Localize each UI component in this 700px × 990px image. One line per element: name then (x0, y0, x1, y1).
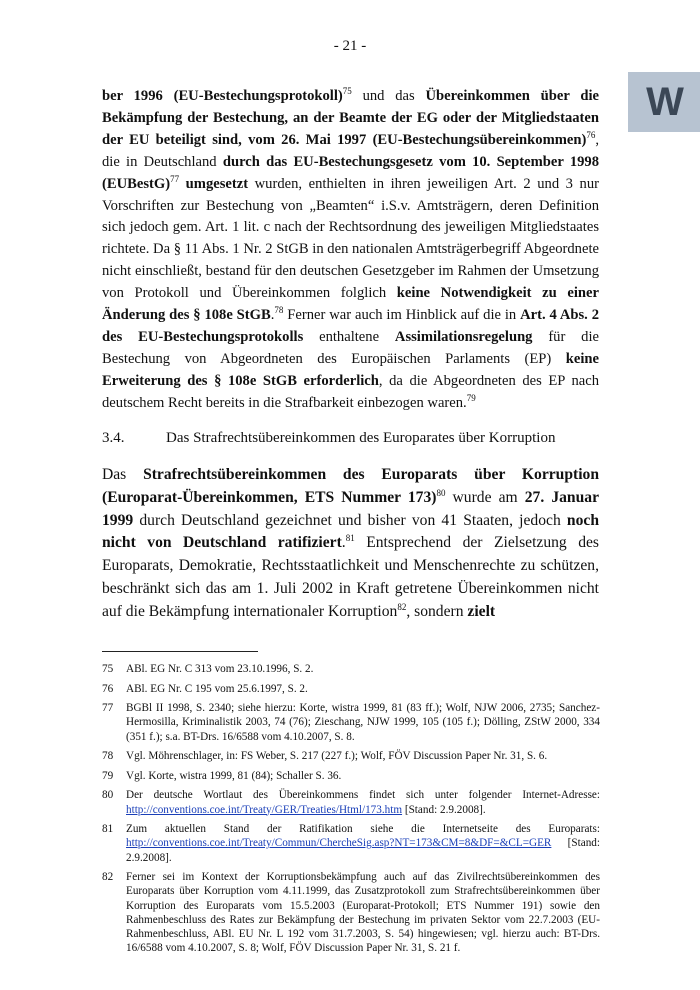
footnotes (102, 662, 600, 961)
text-run: , da die Abgeordneten des EP nach deutschem Recht bereits in die Strafbarkeit einbezogen waren. (102, 372, 600, 411)
bold-text: keine Erweiterung des § 108e StGB erforderlich (102, 350, 599, 389)
footnote-number: 82 (102, 871, 114, 884)
text-run: für die Bestechung von Abgeordneten des Europäischen Parlaments (EP) (102, 328, 599, 367)
footnote-80 (102, 788, 600, 816)
footnote-text (126, 822, 600, 865)
text-run: . (270, 307, 275, 324)
footnote-link[interactable]: http://conventions.coe.int/Treaty/GER/Treaties/Html/173.htm (126, 803, 403, 816)
bold-text: Übereinkommen über die Bekämpfung der Bestechung, an der Beamte der EG oder der Mitgliedstaaten der EU beteiligt sind, vom 26. Mai 1997 (EU-Bestechungsübereinkommen) (102, 88, 599, 148)
text-run: , die in Deutschland (102, 131, 599, 170)
footnote-text (126, 788, 600, 816)
footnote-text (126, 701, 600, 744)
footnote-81 (102, 822, 600, 865)
footnote-ref[interactable]: 76 (586, 129, 596, 140)
text-run: enthaltene (303, 328, 395, 345)
text-run: und das (351, 88, 426, 104)
footnote-77 (102, 701, 600, 744)
text-run: Ferner sei im Kontext der Korruptionsbekämpfung auch auf das Zivilrechtsübereinkommen des Europarats über Korruption vom 4.11.1999, das Zusatzprotokoll zum Strafrechtsübereinkommen über Korruption des Europarats vom 15.5.2003 (Europarat-Protokoll; ETS Nummer 191) sowie den Rahmenbeschluss des Rates zur Bekämpfung der Bestechung im privaten Sektor vom 22.7.2003 (EU-Rahmenbeschluss, ABl. EU Nr. L 192 vom 31.7.2003, S. 54) hingewiesen; vgl. hierzu auch: BT-Drs. 16/6588 vom 4.10.2007, S. 8; Wolf, FÖV Discussion Paper Nr. 31, S. 21 f. (126, 871, 600, 955)
footnote-ref[interactable]: 75 (342, 86, 352, 96)
footnote-text (126, 662, 600, 676)
text-run: BGBl II 1998, S. 2340; siehe hierzu: Korte, wistra 1999, 81 (83 ff.); Wolf, NJW 2006, 2735; Sanchez-Hermosilla, Kriminalistik 2003, 74 (76); Zieschang, NJW 1999, 105 (105 f.); Dölling, ZStW 2000, 334 (351 f.); s.a. BT-Drs. 16/6588 vom 4.10.2007, S. 8. (126, 702, 600, 743)
section-title: Das Strafrechtsübereinkommen des Europarates über Korruption (166, 430, 556, 446)
text-run: , sondern (406, 602, 468, 620)
footnote-75 (102, 662, 600, 676)
bold-text: Assimilationsregelung (394, 328, 533, 345)
footnote-text (126, 749, 600, 763)
body-paragraph-2 (102, 464, 599, 624)
footnote-number: 75 (102, 663, 114, 675)
footnote-number: 79 (102, 769, 114, 782)
text-run: ABl. EG Nr. C 313 vom 23.10.1996, S. 2. (126, 663, 314, 675)
footnote-number: 80 (102, 789, 114, 802)
text-run: ABl. EG Nr. C 195 vom 25.6.1997, S. 2. (126, 682, 308, 695)
text-run: Vgl. Korte, wistra 1999, 81 (84); Schaller S. 36. (126, 769, 342, 782)
bold-text: Strafrechtsübereinkommen des Europarats über Korruption (Europarat-Übereinkommen, ETS Nummer 173) (102, 466, 599, 506)
footnote-ref[interactable]: 80 (436, 487, 446, 498)
text-run: durch Deutschland gezeichnet und bisher von 41 Staaten, jedoch (133, 511, 567, 529)
bold-text: durch das EU-Bestechungsgesetz vom 10. September 1998 (EUBestG) (102, 153, 600, 192)
footnote-number: 81 (102, 823, 114, 836)
footnote-ref[interactable]: 77 (170, 173, 180, 184)
footnote-number: 76 (102, 682, 114, 695)
text-run: Das (102, 466, 144, 483)
bold-text: noch nicht von Deutschland ratifiziert (102, 511, 599, 552)
section-tab-w: W (628, 72, 700, 132)
footnote-text (126, 870, 600, 955)
text-run: Vgl. Möhrenschlager, in: FS Weber, S. 217 (227 f.); Wolf, FÖV Discussion Paper Nr. 31, S. 6. (126, 750, 548, 763)
section-number: 3.4. (102, 430, 125, 446)
footnote-text (126, 769, 600, 783)
footnote-ref[interactable]: 81 (345, 533, 355, 544)
page-number: - 21 - (333, 38, 367, 54)
text-run: wurden, enthielten in ihren jeweiligen Art. 2 und 3 nur Vorschriften zur Bestechung von „Beamten“ i.S.v. Amtsträgern, deren Definition sich jedoch gem. Art. 1 lit. c nach der Rechtsordnung des jeweiligen Mitgliedstaates richtete. Da § 11 Abs. 1 Nr. 2 StGB in den nationalen Amtsträgerbegriff Abgeordnete nicht einschließt, bestand für den deutschen Gesetzgeber im Rahmen der Umsetzung von Protokoll und Übereinkommen folglich (102, 175, 599, 302)
footnote-ref[interactable]: 78 (274, 305, 284, 316)
text-run: Der deutsche Wortlaut des Übereinkommens findet sich unter folgender Internet-Adresse: (126, 789, 600, 802)
footnote-76 (102, 682, 600, 696)
footnote-ref[interactable]: 79 (466, 392, 476, 403)
bold-text: 27. Januar 1999 (102, 488, 599, 529)
section-heading (102, 430, 599, 447)
body-paragraph-1 (102, 86, 599, 415)
text-run: Zum aktuellen Stand der Ratifikation siehe die Internetseite des Europarats: (126, 823, 600, 836)
bold-text: keine Notwendigkeit zu einer Änderung des § 108e StGB (102, 285, 599, 324)
bold-text: Art. 4 Abs. 2 des EU-Bestechungsprotokolls (102, 307, 599, 345)
text-run: . (341, 534, 346, 552)
footnote-ref[interactable]: 82 (397, 601, 407, 612)
bold-text: umgesetzt (185, 175, 249, 192)
footnote-link[interactable]: http://conventions.coe.int/Treaty/Commun/ChercheSig.asp?NT=173&CM=8&DF=&CL=GER (126, 837, 552, 850)
footnote-number: 78 (102, 750, 114, 763)
text-run: [Stand: 2.9.2008]. (126, 837, 600, 864)
text-run: [Stand: 2.9.2008]. (402, 803, 486, 816)
footnote-number: 77 (102, 702, 114, 715)
footnote-text (126, 682, 600, 696)
text-run: wurde am (445, 488, 525, 506)
footnote-82 (102, 870, 600, 955)
bold-text: zielt (467, 602, 496, 620)
footnote-79 (102, 769, 600, 783)
text-run: Entsprechend der Zielsetzung des Europarats, Demokratie, Rechtsstaatlichkeit und Menschenrechte zu schützen, beschränkt sich das am 1. Juli 2002 in Kraft getretene Übereinkommen nicht auf die Bekämpfung internationaler Korruption (102, 534, 599, 620)
footnote-78 (102, 749, 600, 763)
text-run: Ferner war auch im Hinblick auf die in (283, 307, 521, 324)
footnote-divider (102, 651, 258, 652)
bold-text: ber 1996 (EU-Bestechungsprotokoll) (102, 88, 343, 104)
